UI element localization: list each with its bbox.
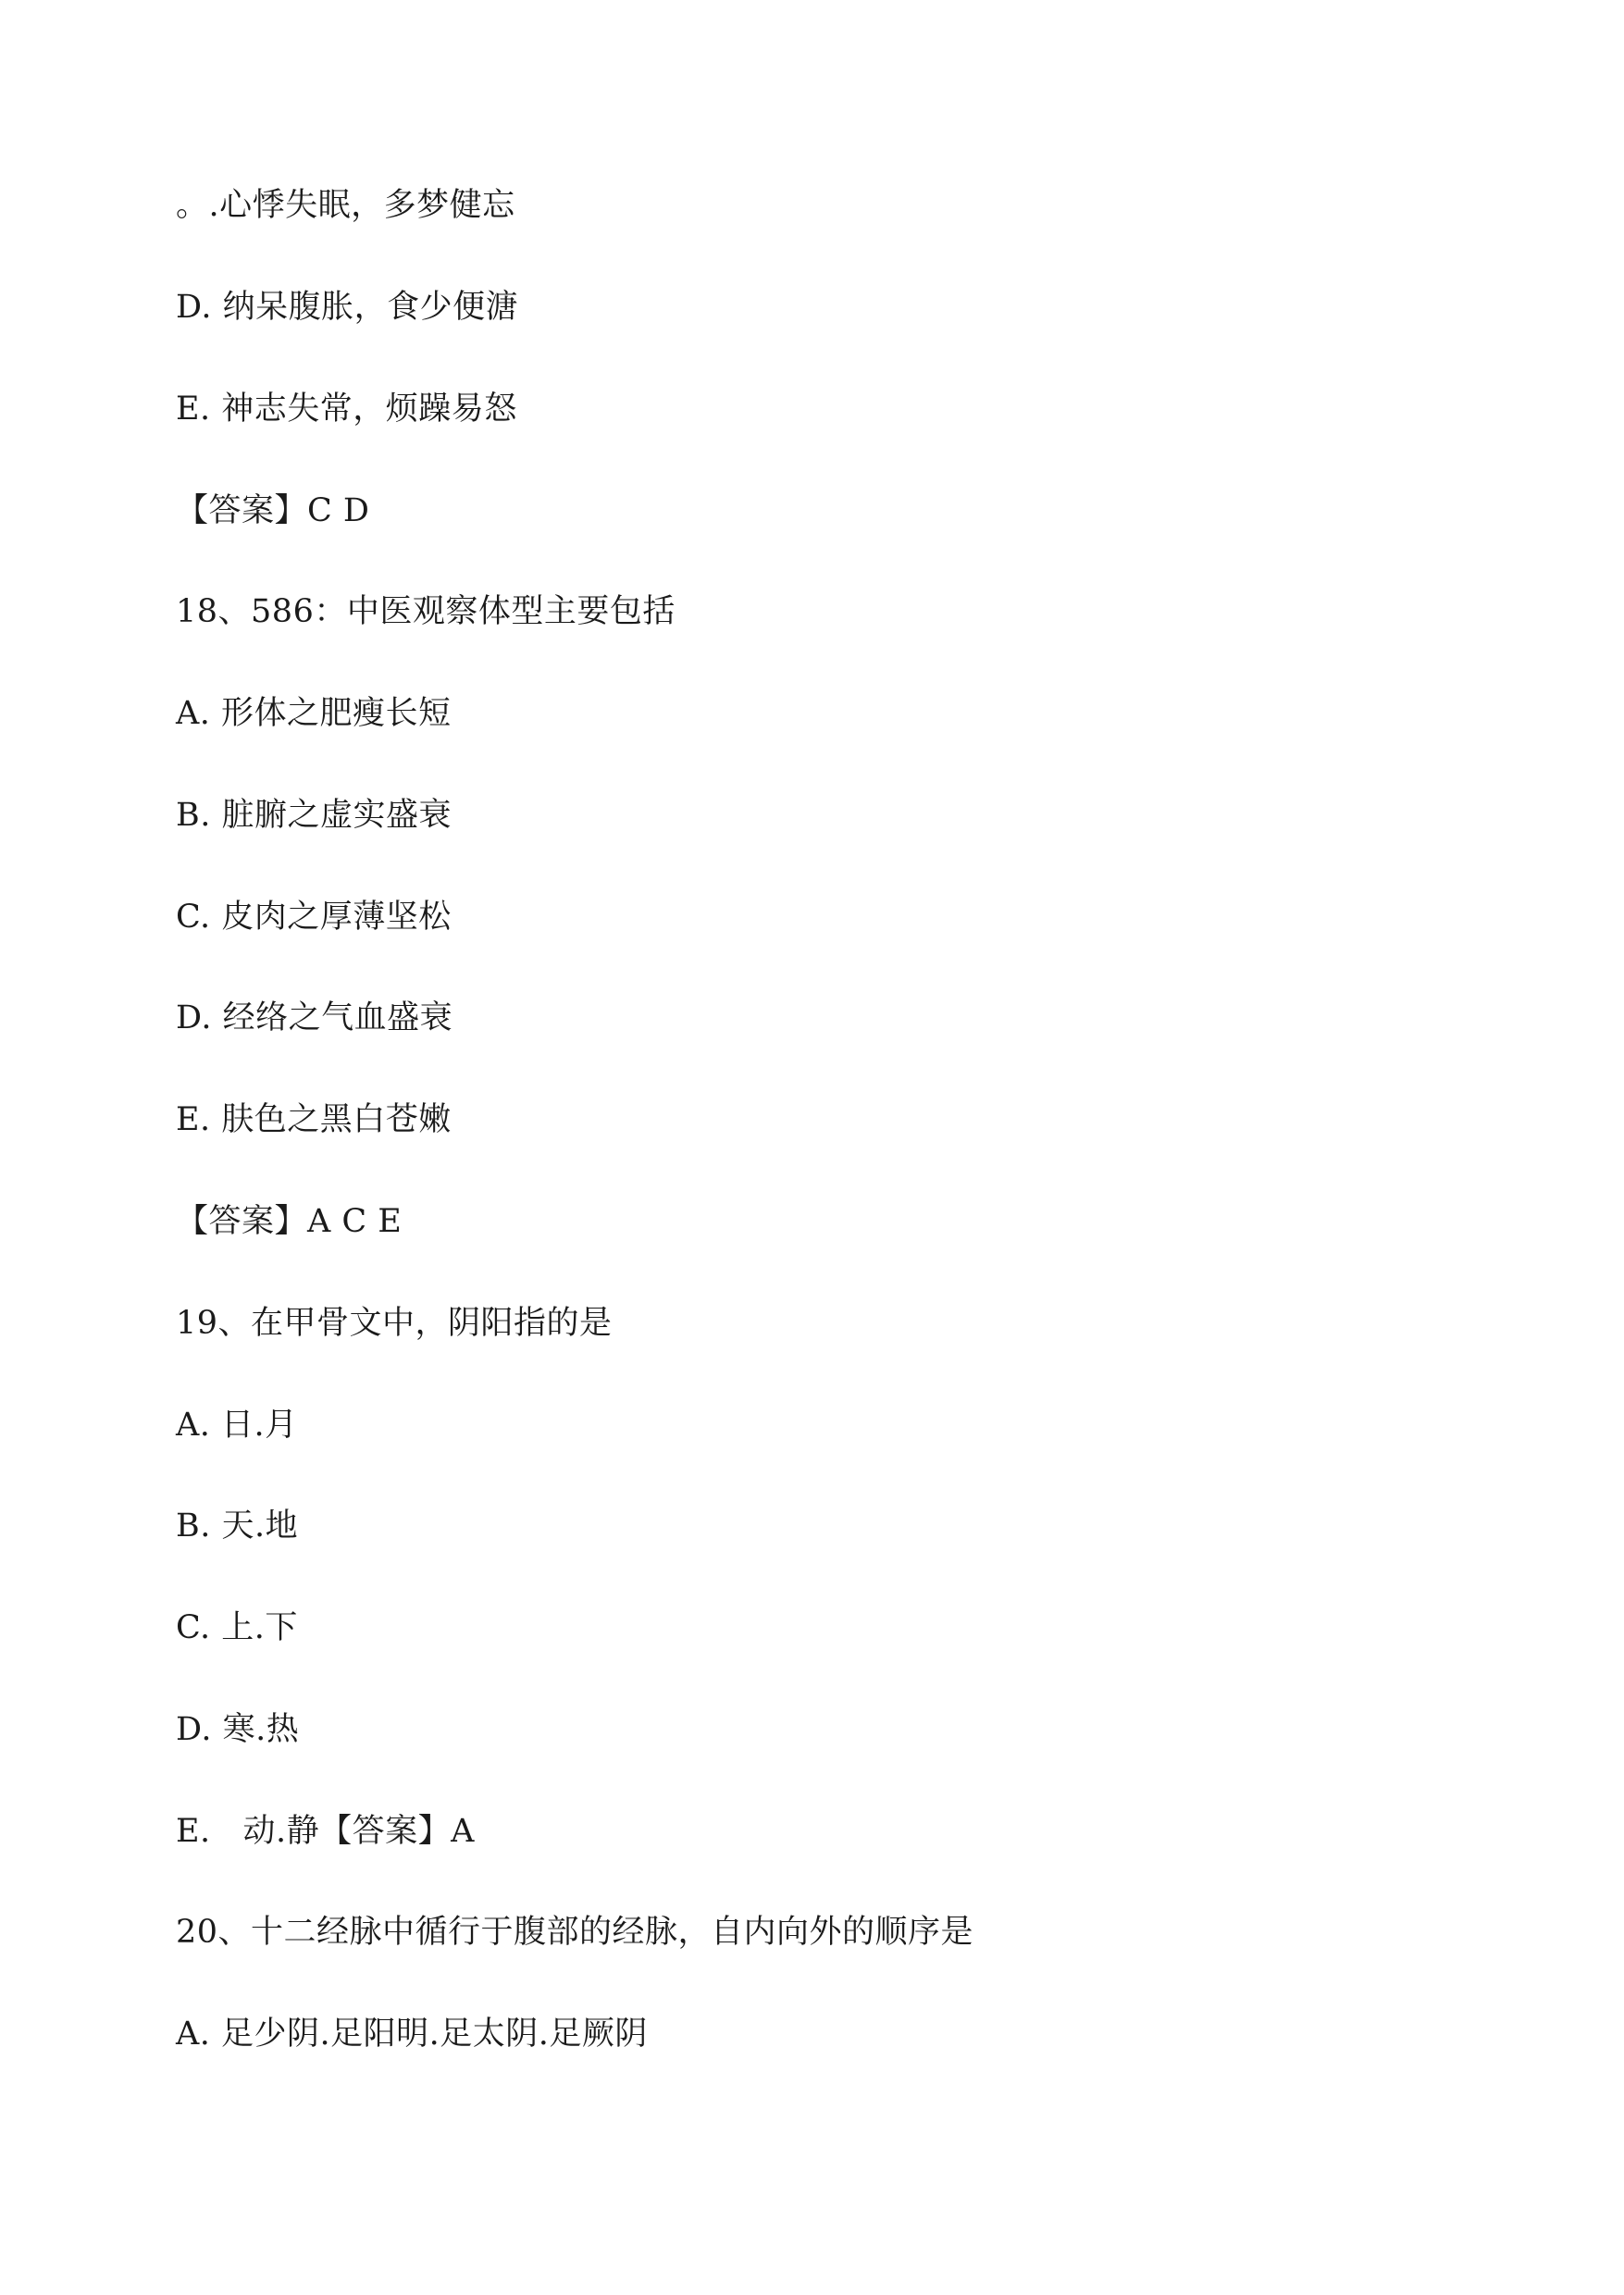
option-e-q18: E. 肤色之黑白苍嫩 — [176, 1101, 452, 1138]
question-20: 20、十二经脉中循行于腹部的经脉，自内向外的顺序是 — [176, 1914, 974, 1951]
option-c-q17: 。.心悸失眠，多梦健忘 — [176, 187, 515, 224]
answer-q18: 【答案】A C E — [176, 1203, 403, 1240]
option-e-q17: E. 神志失常，烦躁易怒 — [176, 391, 517, 428]
option-b-q18: B. 脏腑之虚实盛衰 — [176, 797, 452, 834]
answer-q17: 【答案】C D — [176, 492, 370, 529]
option-b-q19: B. 天.地 — [176, 1507, 299, 1544]
option-a-q18: A. 形体之肥瘦长短 — [176, 695, 452, 732]
option-a-q20: A. 足少阴.足阳明.足太阴.足厥阴 — [176, 2016, 648, 2053]
question-18: 18、586：中医观察体型主要包括 — [176, 593, 676, 630]
option-e-answer-q19: E. 动.静【答案】A — [176, 1813, 475, 1850]
option-c-q18: C. 皮肉之厚薄坚松 — [176, 899, 452, 936]
option-d-q19: D. 寒.热 — [176, 1711, 300, 1748]
option-c-q19: C. 上.下 — [176, 1609, 298, 1646]
option-d-q18: D. 经络之气血盛衰 — [176, 999, 453, 1036]
option-d-q17: D. 纳呆腹胀，食少便溏 — [176, 289, 519, 326]
question-19: 19、在甲骨文中，阴阳指的是 — [176, 1305, 613, 1342]
option-a-q19: A. 日.月 — [176, 1407, 298, 1444]
